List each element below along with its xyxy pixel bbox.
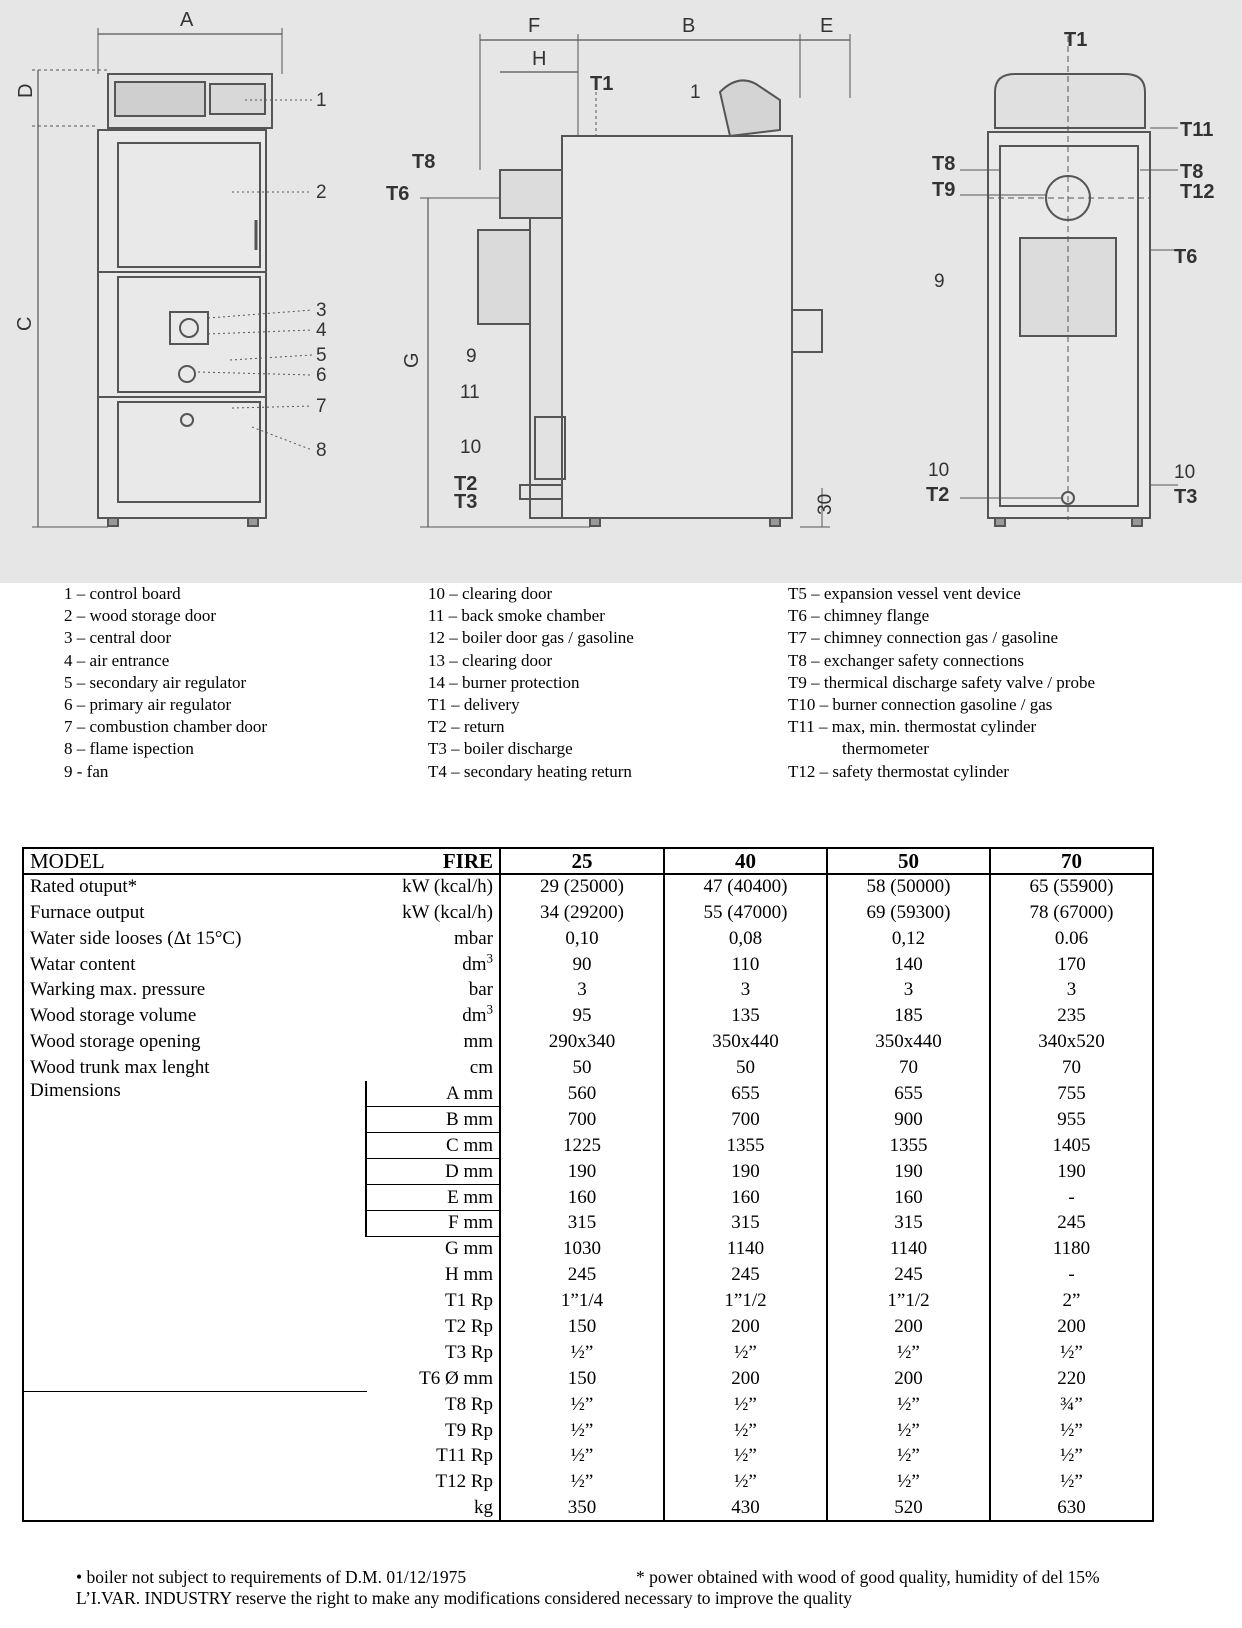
rear-label-10-right: 10: [1174, 462, 1196, 483]
header-model-25: 25: [500, 848, 664, 874]
row-value: 200: [990, 1314, 1153, 1340]
legend-item: T12 – safety thermostat cylinder: [788, 761, 1009, 781]
row-value: 245: [500, 1262, 664, 1288]
row-value: ½”: [990, 1469, 1153, 1495]
table-row: [23, 874, 1153, 900]
row-value: 70: [827, 1055, 990, 1081]
side-label-t1: T1: [590, 73, 614, 95]
row-value: 900: [827, 1107, 990, 1133]
row-value: 47 (40400): [664, 874, 827, 900]
row-label: [23, 1133, 366, 1159]
callout-2: 2: [316, 182, 327, 203]
row-value: 520: [827, 1495, 990, 1521]
row-value: ½”: [664, 1340, 827, 1366]
header-model-40: 40: [664, 848, 827, 874]
legend-item: 12 – boiler door gas / gasoline: [428, 628, 634, 648]
row-label: [23, 1340, 366, 1366]
row-value: ½”: [500, 1392, 664, 1418]
row-label: [23, 1185, 366, 1211]
row-value: 34 (29200): [500, 900, 664, 926]
table-row: [23, 1210, 1153, 1236]
row-label: [23, 1314, 366, 1340]
rear-label-t9: T9: [932, 179, 956, 201]
side-label-10: 10: [460, 437, 482, 458]
table-row: [23, 1262, 1153, 1288]
row-value: 1355: [827, 1133, 990, 1159]
row-value: 160: [664, 1185, 827, 1211]
rear-label-t6: T6: [1174, 246, 1198, 268]
row-unit: C mm: [366, 1133, 500, 1159]
row-value: 0,10: [500, 926, 664, 952]
row-value: 50: [664, 1055, 827, 1081]
row-value: 29 (25000): [500, 874, 664, 900]
table-row: [23, 900, 1153, 926]
dim-label-b: B: [682, 15, 696, 37]
row-value: 78 (67000): [990, 900, 1153, 926]
row-label: Watar content: [23, 952, 366, 978]
row-value: -: [990, 1185, 1153, 1211]
row-value: 630: [990, 1495, 1153, 1521]
row-value: 0,08: [664, 926, 827, 952]
row-value: 1”1/4: [500, 1288, 664, 1314]
side-label-t3: T3: [454, 491, 478, 513]
row-label: [23, 1210, 366, 1236]
side-label-t2: T2: [454, 473, 478, 495]
footnote-regulation: • boiler not subject to requirements of D.M. 01/12/1975: [76, 1567, 467, 1587]
row-value: 430: [664, 1495, 827, 1521]
table-row: [23, 1003, 1153, 1029]
row-value: ½”: [500, 1443, 664, 1469]
row-value: ½”: [500, 1418, 664, 1444]
dim-label-g: G: [401, 352, 423, 368]
row-unit: D mm: [366, 1159, 500, 1185]
legend-item: T8 – exchanger safety connections: [788, 650, 1025, 670]
callout-5: 5: [316, 345, 327, 366]
row-value: ½”: [827, 1340, 990, 1366]
row-value: 65 (55900): [990, 874, 1153, 900]
legend-item: 1 – control board: [64, 584, 181, 603]
row-unit: mm: [463, 1031, 493, 1053]
row-label: [23, 1418, 366, 1444]
legend-item: T3 – boiler discharge: [428, 739, 573, 759]
row-value: 95: [500, 1003, 664, 1029]
unit-superscript: 3: [486, 950, 493, 966]
row-value: 245: [664, 1262, 827, 1288]
footnote-rights: L’I.VAR. INDUSTRY reserve the right to make any modifications considered necessary to improve the quality: [76, 1588, 852, 1608]
row-value: 315: [664, 1210, 827, 1236]
row-value: 170: [990, 952, 1153, 978]
row-value: 150: [500, 1314, 664, 1340]
row-unit: H mm: [444, 1264, 493, 1286]
row-value: 135: [664, 1003, 827, 1029]
dim-label-c: C: [14, 316, 36, 331]
row-value: 190: [664, 1159, 827, 1185]
row-value: 350: [500, 1495, 664, 1521]
table-row: [23, 1236, 1153, 1262]
unit-text: dm: [462, 953, 487, 975]
table-row: [23, 1055, 1153, 1081]
legend-item: T10 – burner connection gasoline / gas: [788, 695, 1053, 715]
row-value: 350x440: [664, 1029, 827, 1055]
table-row: [23, 1133, 1153, 1159]
row-label: [23, 1236, 366, 1262]
row-label: Furnace output: [23, 900, 366, 926]
technical-drawing: [0, 0, 1242, 583]
row-label: [23, 1443, 366, 1469]
header-fire-label: FIRE: [366, 848, 500, 874]
row-value: 655: [664, 1081, 827, 1107]
row-value: 200: [664, 1314, 827, 1340]
table-row: [23, 1418, 1153, 1444]
row-unit: B mm: [366, 1107, 500, 1133]
legend-item: 7 – combustion chamber door: [64, 717, 268, 737]
row-unit: cm: [469, 1057, 493, 1079]
legend-item: 11 – back smoke chamber: [428, 606, 605, 626]
row-value: 1140: [827, 1236, 990, 1262]
row-value: ½”: [990, 1443, 1153, 1469]
side-label-9: 9: [466, 346, 477, 367]
rear-label-t8-left: T8: [932, 153, 956, 175]
row-value: ½”: [500, 1340, 664, 1366]
row-value: 3: [990, 977, 1153, 1003]
dim-label-d: D: [15, 83, 37, 98]
row-value: 755: [990, 1081, 1153, 1107]
table-row: [23, 1159, 1153, 1185]
legend-item: T2 – return: [428, 717, 505, 737]
row-unit: F mm: [366, 1210, 500, 1236]
side-view: [420, 34, 850, 527]
row-unit: T1 Rp: [444, 1290, 493, 1312]
table-row: [23, 977, 1153, 1003]
legend-item: 9 - fan: [64, 761, 109, 781]
row-value: 3: [664, 977, 827, 1003]
row-value: 58 (50000): [827, 874, 990, 900]
row-unit: [366, 952, 500, 978]
side-label-11: 11: [460, 382, 480, 403]
row-value: 700: [500, 1107, 664, 1133]
rear-label-t8-right: T8: [1180, 161, 1204, 183]
legend-column-1: [64, 583, 267, 783]
row-value: 1140: [664, 1236, 827, 1262]
table-row: [23, 926, 1153, 952]
row-value: 350x440: [827, 1029, 990, 1055]
table-row: [23, 1185, 1153, 1211]
specifications-table: [22, 847, 1154, 1522]
legend-item: 4 – air entrance: [64, 650, 170, 670]
legend-item: 14 – burner protection: [428, 672, 580, 692]
row-value: 50: [500, 1055, 664, 1081]
row-value: 200: [827, 1366, 990, 1392]
row-value: 0.06: [990, 926, 1153, 952]
row-value: ½”: [664, 1443, 827, 1469]
row-unit: mbar: [453, 927, 493, 949]
row-unit: kW (kcal/h): [402, 901, 493, 923]
row-value: ½”: [827, 1443, 990, 1469]
row-value: 1030: [500, 1236, 664, 1262]
rear-view: [960, 36, 1178, 526]
table-row: [23, 1288, 1153, 1314]
row-value: 55 (47000): [664, 900, 827, 926]
row-value: 70: [990, 1055, 1153, 1081]
row-value: 190: [827, 1159, 990, 1185]
row-value: 315: [500, 1210, 664, 1236]
legend-item: T11 – max, min. thermostat cylinder: [788, 717, 1037, 737]
row-label: [23, 1392, 366, 1418]
row-label: [23, 1469, 366, 1495]
side-label-t8: T8: [412, 151, 436, 173]
row-unit: T12 Rp: [435, 1471, 493, 1493]
row-value: 3: [500, 977, 664, 1003]
callout-3: 3: [316, 300, 327, 321]
rear-label-t12: T12: [1180, 181, 1215, 203]
callout-8: 8: [316, 440, 327, 461]
row-unit: T9 Rp: [444, 1419, 493, 1441]
row-value: 1”1/2: [664, 1288, 827, 1314]
row-unit: bar: [468, 979, 493, 1001]
side-label-1: 1: [690, 82, 701, 103]
row-unit: [366, 1003, 500, 1029]
callout-1: 1: [316, 90, 327, 111]
table-row: [23, 1366, 1153, 1392]
rear-label-9: 9: [934, 271, 945, 292]
row-value: 700: [664, 1107, 827, 1133]
header-model-label: MODEL: [23, 848, 366, 874]
row-value: ½”: [990, 1340, 1153, 1366]
table-header-row: [23, 848, 1153, 874]
unit-superscript: 3: [486, 1001, 493, 1017]
table-row: [23, 1392, 1153, 1418]
legend-column-2: [428, 583, 634, 783]
row-unit: T11 Rp: [436, 1445, 493, 1467]
rear-label-t11: T11: [1180, 119, 1214, 141]
row-value: 245: [827, 1262, 990, 1288]
header-model-70: 70: [990, 848, 1153, 874]
dim-label-a: A: [180, 9, 194, 31]
callout-6: 6: [316, 365, 327, 386]
row-label: Wood storage opening: [23, 1029, 366, 1055]
row-value: 955: [990, 1107, 1153, 1133]
row-value: 245: [990, 1210, 1153, 1236]
row-unit: T3 Rp: [444, 1341, 493, 1363]
row-value: ½”: [664, 1418, 827, 1444]
row-value: 1355: [664, 1133, 827, 1159]
legend-item: T9 – thermical discharge safety valve / probe: [788, 672, 1095, 692]
row-value: 2”: [990, 1288, 1153, 1314]
side-label-t6: T6: [386, 183, 410, 205]
legend-item: 8 – flame ispection: [64, 739, 194, 759]
row-value: 90: [500, 952, 664, 978]
rear-label-t2: T2: [926, 484, 950, 506]
legend-item: T4 – secondary heating return: [428, 761, 632, 781]
row-label: [23, 1495, 366, 1521]
callout-4: 4: [316, 320, 327, 341]
legend-item: 10 – clearing door: [428, 584, 553, 603]
legend-item: 2 – wood storage door: [64, 606, 217, 626]
table-row: [23, 1443, 1153, 1469]
row-label: [23, 1159, 366, 1185]
table-row: [23, 1107, 1153, 1133]
row-value: ½”: [664, 1392, 827, 1418]
footnote-power: * power obtained with wood of good quality, humidity of del 15%: [636, 1567, 1100, 1587]
dim-label-f: F: [528, 15, 541, 37]
legend-item: T6 – chimney flange: [788, 606, 930, 626]
row-label: Water side looses (Δt 15°C): [23, 926, 366, 952]
legend-item: T5 – expansion vessel vent device: [788, 584, 1021, 603]
row-value: ½”: [664, 1469, 827, 1495]
legend-column-3: [788, 583, 1095, 783]
row-value: ½”: [827, 1392, 990, 1418]
row-value: 140: [827, 952, 990, 978]
row-value: 0,12: [827, 926, 990, 952]
row-label: Rated otuput*: [23, 874, 366, 900]
row-value: 150: [500, 1366, 664, 1392]
row-value: 1405: [990, 1133, 1153, 1159]
row-value: ½”: [827, 1418, 990, 1444]
row-value: 3: [827, 977, 990, 1003]
row-value: 69 (59300): [827, 900, 990, 926]
row-value: 1225: [500, 1133, 664, 1159]
row-unit: T6 Ø mm: [419, 1367, 493, 1389]
row-value: 560: [500, 1081, 664, 1107]
row-label: [23, 1107, 366, 1133]
row-unit: kg: [366, 1495, 500, 1521]
legend-item: T1 – delivery: [428, 695, 520, 715]
table-row: [23, 1469, 1153, 1495]
row-value: 185: [827, 1003, 990, 1029]
row-value: ½”: [500, 1469, 664, 1495]
row-label: [23, 1288, 366, 1314]
legend-item: 6 – primary air regulator: [64, 695, 232, 715]
row-label: [23, 1262, 366, 1288]
row-value: 315: [827, 1210, 990, 1236]
callout-7: 7: [316, 396, 327, 417]
row-label: Wood trunk max lenght: [23, 1055, 366, 1081]
table-row: [23, 1495, 1153, 1521]
row-unit: E mm: [366, 1185, 500, 1211]
unit-text: dm: [462, 1005, 487, 1027]
row-label: Warking max. pressure: [23, 977, 366, 1003]
dimensions-label: Dimensions: [23, 1081, 366, 1107]
row-value: 190: [990, 1159, 1153, 1185]
row-value: 220: [990, 1366, 1153, 1392]
rear-label-t3: T3: [1174, 486, 1198, 508]
row-value: 200: [827, 1314, 990, 1340]
row-value: ¾”: [990, 1392, 1153, 1418]
table-row: [23, 1081, 1153, 1107]
table-row: [23, 952, 1153, 978]
row-value: 110: [664, 952, 827, 978]
row-value: 290x340: [500, 1029, 664, 1055]
row-unit: kW (kcal/h): [402, 876, 493, 898]
rear-label-10-left: 10: [928, 460, 950, 481]
row-unit: T8 Rp: [444, 1393, 493, 1415]
dim-label-h: H: [532, 48, 547, 70]
side-label-30: 30: [815, 493, 836, 515]
header-model-50: 50: [827, 848, 990, 874]
row-unit: A mm: [366, 1081, 500, 1107]
row-value: 235: [990, 1003, 1153, 1029]
row-value: 200: [664, 1366, 827, 1392]
legend-item: 5 – secondary air regulator: [64, 672, 247, 692]
row-value: 1”1/2: [827, 1288, 990, 1314]
row-unit: T2 Rp: [444, 1315, 493, 1337]
table-row: [23, 1340, 1153, 1366]
row-value: 190: [500, 1159, 664, 1185]
dim-label-e: E: [820, 15, 834, 37]
legend-item: T7 – chimney connection gas / gasoline: [788, 628, 1059, 648]
row-value: 655: [827, 1081, 990, 1107]
row-unit: G mm: [444, 1238, 493, 1260]
row-value: 160: [827, 1185, 990, 1211]
legend-item: 3 – central door: [64, 628, 172, 648]
table-row: [23, 1029, 1153, 1055]
row-value: 160: [500, 1185, 664, 1211]
row-value: ½”: [990, 1418, 1153, 1444]
legend-item: 13 – clearing door: [428, 650, 553, 670]
row-value: -: [990, 1262, 1153, 1288]
row-value: ½”: [827, 1469, 990, 1495]
row-label: Wood storage volume: [23, 1003, 366, 1029]
table-row: [23, 1314, 1153, 1340]
row-value: 1180: [990, 1236, 1153, 1262]
front-view: [32, 28, 312, 527]
row-label: [23, 1366, 366, 1392]
legend-item: thermometer: [842, 739, 929, 759]
row-value: 340x520: [990, 1029, 1153, 1055]
boiler-drawings-svg: [0, 0, 1242, 583]
rear-label-t1: T1: [1064, 29, 1088, 51]
